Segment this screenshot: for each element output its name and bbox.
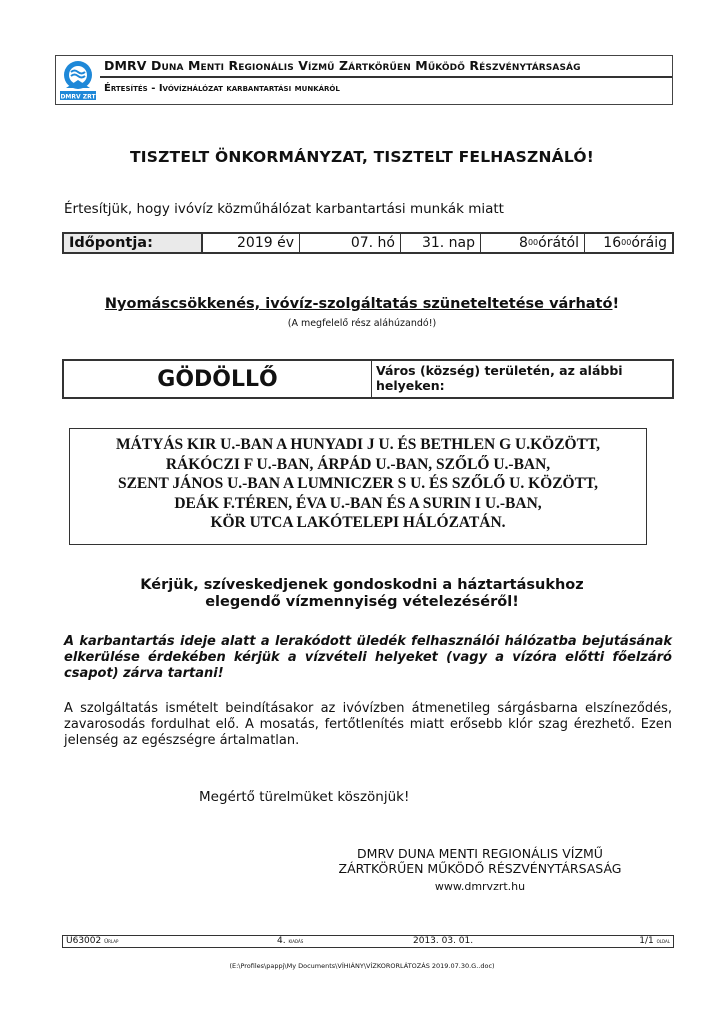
schedule-from xyxy=(481,234,585,252)
from-hour: 8 xyxy=(519,235,528,251)
water-request-line-1: Kérjük, szíveskedjenek gondoskodni a háztartásukhoz xyxy=(140,577,584,593)
water-request xyxy=(0,577,724,611)
water-request-line-2: elegendő vízmennyiség vételezéséről! xyxy=(205,594,519,610)
warning-paragraph: A karbantartás ideje alatt a lerakódott üledék felhasználói hálózatba bejutásának elkerülése érdekében kérjük a vízvételi helyeket (vagy a vízóra előtti főelzáró csapot) zárva tartani! xyxy=(64,634,672,681)
from-suffix: órától xyxy=(538,235,579,251)
street-line: DEÁK F.TÉREN, ÉVA U.-BAN ÉS A SURIN I U.-BAN, xyxy=(174,494,542,512)
document-header xyxy=(55,55,673,105)
dmrv-logo-icon xyxy=(58,58,98,102)
edition-label: kiadás xyxy=(288,939,304,945)
footer-page xyxy=(639,936,670,946)
intro-text: Értesítjük, hogy ivóvíz közműhálózat karbantartási munkák miatt xyxy=(64,201,504,217)
notice-heading xyxy=(0,296,724,312)
header-title-row xyxy=(100,56,672,78)
page-number: 1/1 xyxy=(639,936,654,946)
signature-line-2: ZÁRTKÖRŰEN MŰKÖDŐ RÉSZVÉNYTÁRSASÁG xyxy=(338,861,622,876)
to-minutes: 00 xyxy=(621,237,632,247)
footer-form xyxy=(66,936,118,946)
thanks-text: Megértő türelmüket köszönjük! xyxy=(199,789,410,805)
street-line: RÁKÓCZI F U.-BAN, ÁRPÁD U.-BAN, SZŐLŐ U.-BAN, xyxy=(165,455,551,473)
edition-number: 4. xyxy=(277,936,286,946)
document-subtitle: Értesítés - Ivóvízhálózat karbantartási munkáról xyxy=(104,83,340,94)
to-hour: 16 xyxy=(603,235,622,251)
from-minutes: 00 xyxy=(527,237,539,247)
greeting-heading: TISZTELT ÖNKORMÁNYZAT, TISZTELT FELHASZNÁLÓ! xyxy=(130,148,594,166)
notice-subnote: (A megfelelő rész aláhúzandó!) xyxy=(287,318,437,329)
company-title: DMRV Duna Menti Regionális Vízmű Zártkörűen Működő Részvénytársaság xyxy=(104,58,581,73)
form-code: U63002 xyxy=(66,936,102,946)
streets-box xyxy=(69,428,647,545)
street-line: KÖR UTCA LAKÓTELEPI HÁLÓZATÁN. xyxy=(210,514,506,531)
signature-line-1: DMRV DUNA MENTI REGIONÁLIS VÍZMŰ xyxy=(357,846,603,861)
notice-underlined: Nyomáscsökkenés, ivóvíz-szolgáltatás szüneteltetése várható xyxy=(104,296,613,312)
logo-text: DMRV ZRT xyxy=(60,93,96,101)
schedule-year: 2019 év xyxy=(203,234,300,252)
schedule-month: 07. hó xyxy=(300,234,401,252)
info-paragraph: A szolgáltatás ismételt beindításakor az ivóvízben átmenetileg sárgásbarna elszíneződés, zavarosodás fordulhat elő. A mosatás, fertőtlenítés miatt erősebb klór szag érezhető. Ezen jelenség az egészségre ártalmatlan. xyxy=(64,701,672,748)
website-link[interactable]: www.dmrvzrt.hu xyxy=(434,880,526,893)
notice-exclamation: ! xyxy=(612,296,620,312)
to-suffix: óráig xyxy=(631,235,667,251)
street-line: SZENT JÁNOS U.-BAN A LUMNICZER S U. ÉS SZŐLŐ U. KÖZÖTT, xyxy=(117,475,599,492)
schedule-day: 31. nap xyxy=(401,234,481,252)
schedule-label: Időpontja: xyxy=(64,234,203,252)
form-label: Űrlap xyxy=(104,939,119,945)
file-path: (E:\Profiles\pappj\My Documents\VÍHIÁNY\VÍZKORORLÁTOZÁS 2019.07.30.G..doc) xyxy=(229,962,495,970)
town-box xyxy=(62,359,674,399)
footer-edition xyxy=(277,936,303,946)
town-description: Város (község) területén, az alábbi helyeken: xyxy=(376,363,623,393)
signature-block xyxy=(330,846,630,894)
schedule-table xyxy=(62,232,674,254)
page-label: oldal xyxy=(656,939,670,945)
footer-date: 2013. 03. 01. xyxy=(413,936,474,946)
schedule-to xyxy=(585,234,672,252)
form-footer xyxy=(62,935,674,948)
street-line: MÁTYÁS KIR U.-BAN A HUNYADI J U. ÉS BETHLEN G U.KÖZÖTT, xyxy=(115,436,601,453)
town-name: GÖDÖLLŐ xyxy=(64,361,372,397)
